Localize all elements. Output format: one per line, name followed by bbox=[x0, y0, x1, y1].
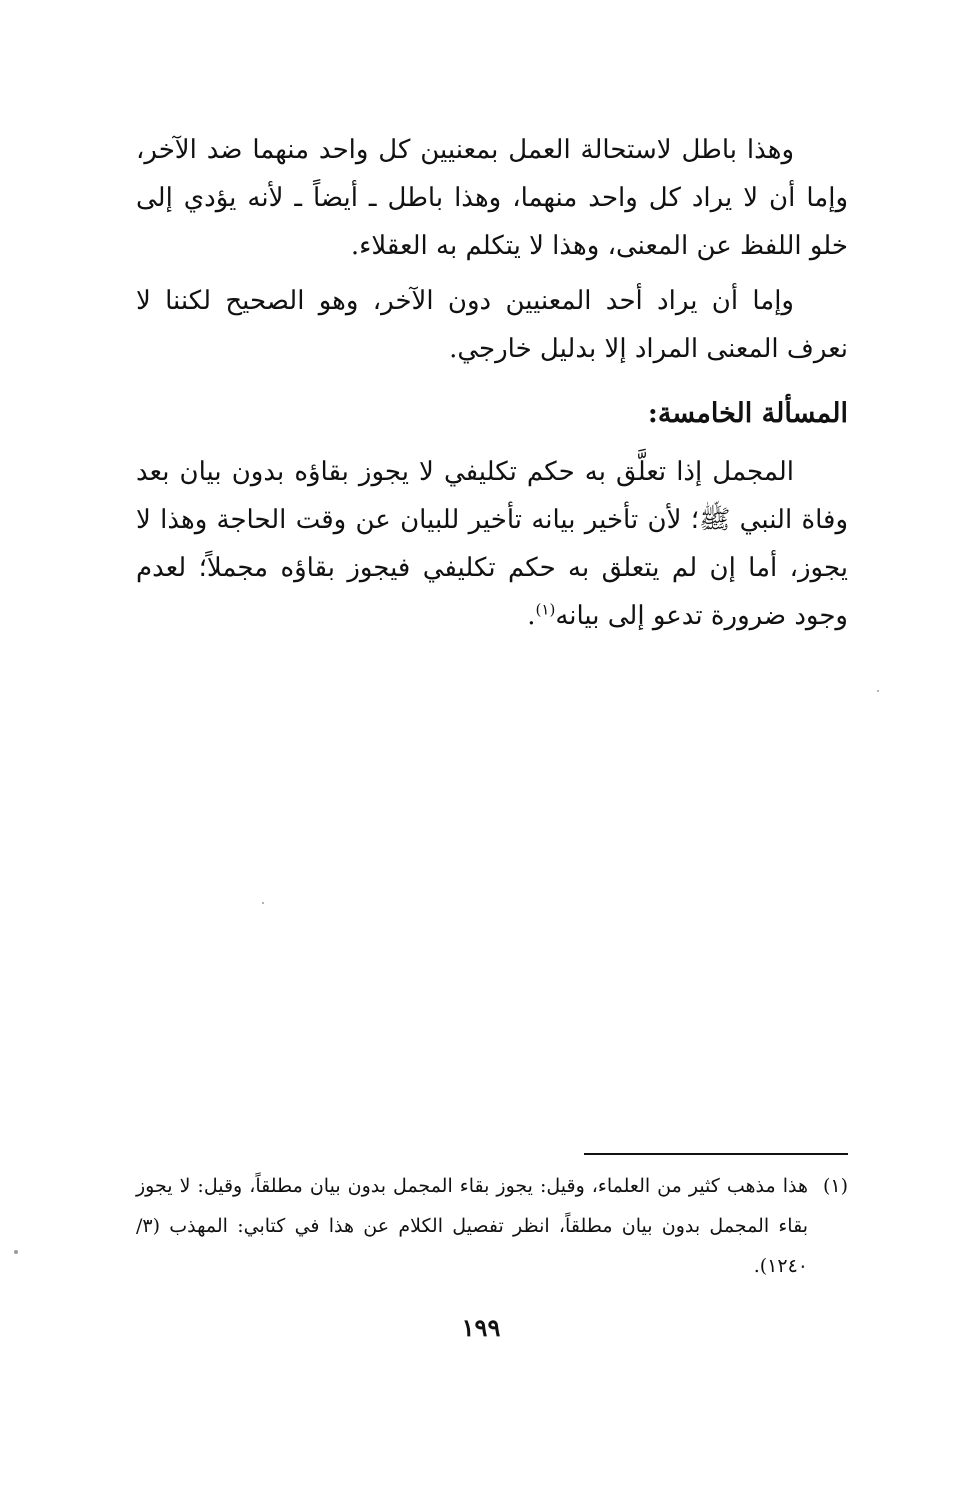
paragraph-3-end: . bbox=[527, 601, 536, 631]
section-heading: المسألة الخامسة: bbox=[647, 398, 848, 429]
paragraph-3-text: المجمل إذا تعلَّق به حكم تكليفي لا يجوز بقاؤه بدون بيان بعد وفاة النبي ﷺ؛ لأن تأخير بيانه تأخير للبيان عن وقت الحاجة وهذا لا يجوز، أما إن لم يتعلق به حكم تكليفي فيجوز بقاؤه مجملاً؛ لعدم وجود ضرورة تدعو إلى بيانه bbox=[136, 457, 848, 631]
page-number: ١٩٩ bbox=[461, 1313, 501, 1342]
scan-speck bbox=[262, 902, 264, 904]
footnote-reference: (١) bbox=[535, 600, 556, 619]
scan-speck bbox=[14, 1250, 18, 1254]
scan-speck bbox=[877, 690, 879, 692]
footnote bbox=[136, 1166, 848, 1286]
footnote-marker: (١) bbox=[822, 1175, 848, 1197]
paragraph-3 bbox=[136, 448, 848, 640]
footnote-text: هذا مذهب كثير من العلماء، وقيل: يجوز بقاء المجمل بدون بيان مطلقاً، وقيل: لا يجوز بقاء المجمل بدون بيان مطلقاً، انظر تفصيل الكلام عن هذا في كتابي: المهذب (٣/ ١٢٤٠). bbox=[136, 1175, 808, 1277]
footnote-separator bbox=[584, 1153, 848, 1155]
paragraph-2: وإما أن يراد أحد المعنيين دون الآخر، وهو الصحيح لكننا لا نعرف المعنى المراد إلا بدليل خارجي. bbox=[136, 286, 848, 364]
paragraph-1: وهذا باطل لاستحالة العمل بمعنيين كل واحد منهما ضد الآخر، وإما أن لا يراد كل واحد منهما، وهذا باطل ـ أيضاً ـ لأنه يؤدي إلى خلو اللفظ عن المعنى، وهذا لا يتكلم به العقلاء. bbox=[136, 135, 848, 261]
